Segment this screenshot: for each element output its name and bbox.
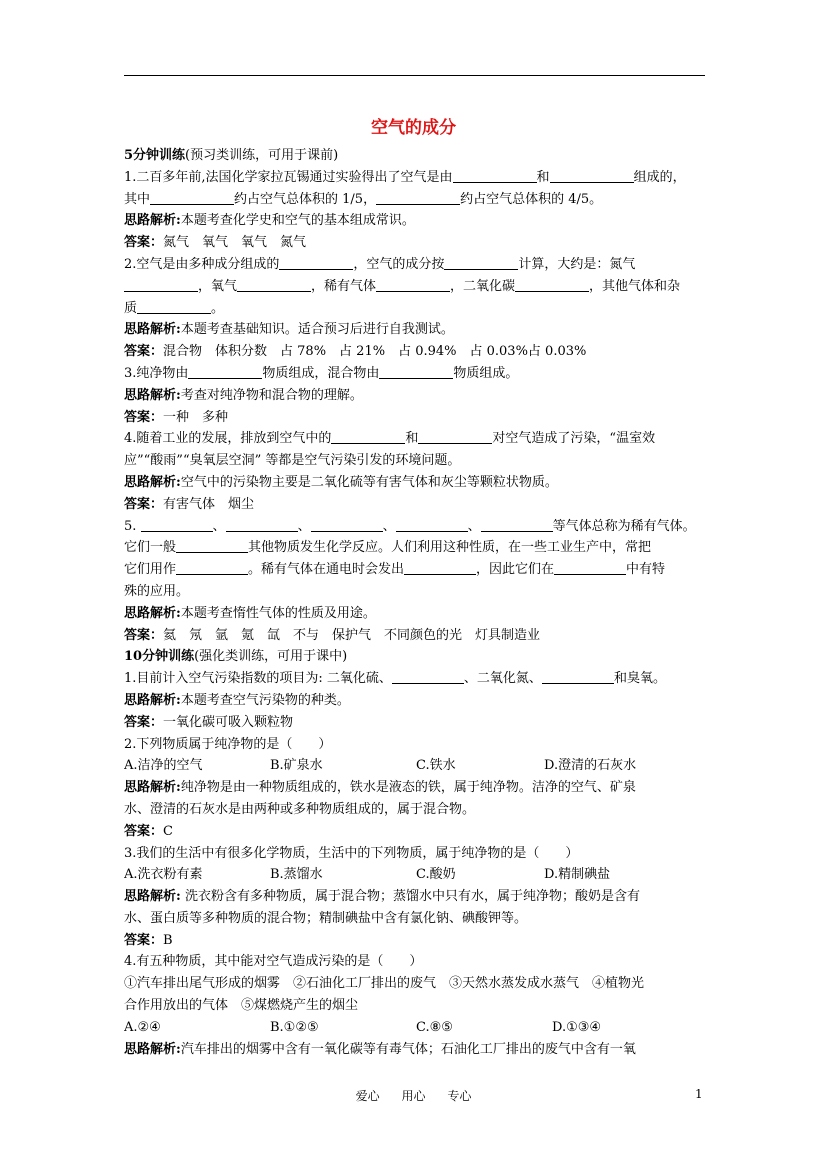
- line-text: 2.空气是由多种成分组成的: [124, 256, 280, 272]
- line-text: 空气中的污染物主要是二氧化硫等有害气体和灰尘等颗粒状物质。: [180, 474, 558, 490]
- line-text: 、: [467, 518, 481, 534]
- text-line: [124, 690, 710, 712]
- text-line: [124, 472, 710, 494]
- line-text: 、二氧化氮、: [463, 671, 542, 687]
- line-text: 、: [382, 518, 396, 534]
- line-text: D.①③④: [552, 1019, 602, 1035]
- answer-blank: [554, 560, 626, 575]
- text-line: [124, 581, 710, 603]
- text-line: [124, 646, 710, 668]
- text-line: [124, 494, 710, 516]
- line-text: 水、蛋白质等多种物质的混合物；精制碘盐中含有氯化钠、碘酸钾等。: [124, 910, 528, 926]
- text-line: [124, 821, 710, 843]
- line-text: 物质组成，混合物由: [262, 365, 380, 381]
- line-text: 考查对纯净物和混合物的理解。: [180, 387, 363, 403]
- answer-blank: [176, 560, 248, 575]
- line-text: 中有特: [626, 562, 666, 578]
- line-text: 、: [212, 518, 226, 534]
- line-text: B.矿泉水: [270, 758, 323, 774]
- line-text: 组成的，: [633, 169, 686, 185]
- label-text: 思路解析:: [124, 692, 181, 708]
- answer-blank: [453, 168, 537, 183]
- footer-item: 爱心: [355, 1089, 380, 1103]
- label-text: 答案：: [124, 627, 164, 643]
- line-text: C.⑧⑤: [416, 1019, 453, 1035]
- footer-item: 用心: [401, 1089, 426, 1103]
- line-text: 计算，大约是：氮气: [518, 256, 636, 272]
- answer-blank: [481, 517, 553, 532]
- text-line: [124, 625, 710, 647]
- line-text: D.澄清的石灰水: [544, 758, 637, 774]
- line-text: 洗衣粉含有多种物质，属于混合物；蒸馏水中只有水，属于纯净物；酸奶是含有: [180, 889, 640, 905]
- footer: [0, 1087, 827, 1104]
- page-title: 空气的成分: [371, 118, 456, 138]
- line-text: 质: [124, 300, 138, 316]
- line-text: 。: [211, 300, 225, 316]
- text-line: [124, 385, 710, 407]
- line-text: 4.有五种物质，其中能对空气造成污染的是（ ）: [124, 954, 423, 970]
- text-line: [124, 516, 710, 538]
- text-line: [124, 712, 710, 734]
- line-text: 氦 氖 氩 氪 氙 不与 保护气 不同颜色的光 灯具制造业: [163, 627, 541, 643]
- line-text: A.洗衣粉有素: [124, 867, 203, 883]
- line-text: 它们用作: [124, 562, 177, 578]
- line-text: ，因此它们在: [476, 562, 555, 578]
- answer-blank: [141, 517, 213, 532]
- text-line: [124, 734, 710, 756]
- answer-blank: [176, 538, 248, 553]
- line-text: ①汽车排出尾气形成的烟雾 ②石油化工厂排出的废气 ③天然水蒸发成水蒸气 ④植物光: [124, 976, 645, 992]
- line-text: 它们一般: [124, 540, 177, 556]
- text-line: [124, 864, 710, 886]
- line-text: 5.: [124, 518, 141, 534]
- text-line: [124, 559, 710, 581]
- text-line: [124, 1017, 710, 1039]
- text-line: [124, 341, 710, 363]
- line-text: ，空气的成分按: [353, 256, 445, 272]
- line-text: 一种 多种: [163, 409, 229, 425]
- line-text: C.铁水: [416, 758, 456, 774]
- text-line: [124, 668, 710, 690]
- line-text: (强化类训练，可用于课中): [194, 649, 348, 665]
- answer-blank: [124, 277, 198, 292]
- answer-blank: [396, 517, 468, 532]
- line-text: 3.我们的生活中有很多化学物质，生活中的下列物质，属于纯净物的是（ ）: [124, 845, 579, 861]
- line-text: ，氧气: [198, 278, 238, 294]
- text-line: [124, 755, 710, 777]
- text-line: [124, 886, 710, 908]
- label-text: 答案：: [124, 344, 164, 360]
- answer-blank: [237, 277, 311, 292]
- text-line: [124, 777, 710, 799]
- line-text: B.①②⑤: [270, 1019, 319, 1035]
- line-text: ，其他气体和杂: [589, 278, 681, 294]
- answer-blank: [418, 429, 492, 444]
- document-body: [124, 145, 710, 1060]
- answer-blank: [331, 429, 405, 444]
- text-line: [124, 1039, 710, 1061]
- text-line: [124, 276, 710, 298]
- text-line: [124, 603, 710, 625]
- line-text: 有害气体 烟尘: [163, 496, 255, 512]
- answer-blank: [392, 669, 464, 684]
- text-line: [124, 930, 710, 952]
- page-number: 1: [695, 1087, 703, 1101]
- line-text: C: [163, 823, 173, 839]
- line-text: 对空气造成了污染，“温室效: [492, 431, 656, 447]
- line-text: ，二氧化碳: [450, 278, 516, 294]
- line-text: 。稀有气体在通电时会发出: [248, 562, 405, 578]
- label-text: 答案：: [124, 496, 164, 512]
- text-line: [124, 951, 710, 973]
- answer-blank: [188, 364, 262, 379]
- line-text: 本题考查惰性气体的性质及用途。: [180, 605, 376, 621]
- answer-blank: [376, 190, 460, 205]
- text-line: [124, 799, 710, 821]
- label-text: 思路解析:: [124, 780, 181, 796]
- line-text: 一氧化碳可吸入颗粒物: [163, 714, 294, 730]
- label-text: 思路解析:: [124, 474, 181, 490]
- line-text: 和: [405, 431, 419, 447]
- label-text: 思路解析:: [124, 1041, 181, 1057]
- line-text: 其中: [124, 191, 151, 207]
- label-text: 思路解析:: [124, 387, 181, 403]
- line-text: 殊的应用。: [124, 583, 190, 599]
- line-text: 水、澄清的石灰水是由两种或多种物质组成的，属于混合物。: [124, 801, 476, 817]
- footer-item: 专心: [447, 1089, 472, 1103]
- line-text: 纯净物是由一种物质组成的，铁水是液态的铁，属于纯净物。洁净的空气、矿泉: [180, 780, 636, 796]
- line-text: 混合物 体积分数 占 78% 占 21% 占 0.94% 占 0.03%占 0.03%: [163, 344, 587, 360]
- answer-blank: [279, 255, 353, 270]
- line-text: 本题考查化学史和空气的基本组成常识。: [180, 213, 415, 229]
- line-text: A.②④: [124, 1019, 161, 1035]
- line-text: 应”“酸雨”“臭氧层空洞” 等都是空气污染引发的环境问题。: [124, 453, 461, 469]
- text-line: [124, 428, 710, 450]
- answer-blank: [379, 364, 453, 379]
- header-rule: [124, 75, 705, 76]
- label-text: 答案：: [124, 823, 164, 839]
- line-text: D.精制碘盐: [544, 867, 611, 883]
- line-text: 1.目前计入空气污染指数的项目为: 二氧化硫、: [124, 671, 392, 687]
- answer-blank: [444, 255, 518, 270]
- text-line: [124, 363, 710, 385]
- text-line: [124, 908, 710, 930]
- text-line: [124, 298, 710, 320]
- answer-blank: [137, 299, 211, 314]
- line-text: 合作用放出的气体 ⑤煤燃烧产生的烟尘: [124, 998, 359, 1014]
- text-line: [124, 167, 710, 189]
- answer-blank: [515, 277, 589, 292]
- text-line: [124, 995, 710, 1017]
- answer-blank: [550, 168, 634, 183]
- text-line: [124, 973, 710, 995]
- line-text: 2.下列物质属于纯净物的是（ ）: [124, 736, 332, 752]
- line-text: 氮气 氧气 氧气 氮气: [163, 235, 307, 251]
- line-text: (预习类训练，可用于课前): [185, 148, 339, 163]
- line-text: 3.纯净物由: [124, 365, 189, 381]
- text-line: [124, 254, 710, 276]
- line-text: 、: [297, 518, 311, 534]
- text-line: [124, 450, 710, 472]
- answer-blank: [311, 517, 383, 532]
- text-line: [124, 145, 710, 167]
- line-text: ，稀有气体: [311, 278, 377, 294]
- line-text: 和: [536, 169, 550, 185]
- text-line: [124, 843, 710, 865]
- answer-blank: [150, 190, 234, 205]
- line-text: A.洁净的空气: [124, 758, 203, 774]
- answer-blank: [542, 669, 614, 684]
- label-text: 思路解析:: [124, 605, 181, 621]
- line-text: 本题考查基础知识。适合预习后进行自我测试。: [180, 322, 454, 338]
- answer-blank: [376, 277, 450, 292]
- line-text: 和臭氧。: [613, 671, 666, 687]
- label-text: 答案：: [124, 932, 164, 948]
- line-text: B.蒸馏水: [270, 867, 323, 883]
- line-text: 其他物质发生化学反应。人们利用这种性质，在一些工业生产中，常把: [248, 540, 652, 556]
- text-line: [124, 189, 710, 211]
- text-line: [124, 232, 710, 254]
- answer-blank: [226, 517, 298, 532]
- label-text: 10分钟训练: [124, 649, 195, 665]
- line-text: 等气体总称为稀有气体。: [552, 518, 696, 534]
- answer-blank: [404, 560, 476, 575]
- label-text: 思路解析:: [124, 889, 181, 905]
- line-text: 约占空气总体积的 4/5。: [460, 191, 603, 207]
- label-text: 5分钟训练: [124, 148, 186, 163]
- label-text: 答案：: [124, 714, 164, 730]
- label-text: 思路解析:: [124, 213, 181, 229]
- text-line: [124, 537, 710, 559]
- text-line: [124, 407, 710, 429]
- line-text: 约占空气总体积的 1/5，: [234, 191, 377, 207]
- label-text: 思路解析:: [124, 322, 181, 338]
- line-text: 1.二百多年前,法国化学家拉瓦锡通过实验得出了空气是由: [124, 169, 453, 185]
- label-text: 答案：: [124, 409, 164, 425]
- text-line: [124, 319, 710, 341]
- line-text: 物质组成。: [453, 365, 519, 381]
- line-text: 汽车排出的烟雾中含有一氧化碳等有毒气体；石油化工厂排出的废气中含有一氧: [180, 1041, 636, 1057]
- text-line: [124, 210, 710, 232]
- label-text: 答案：: [124, 235, 164, 251]
- line-text: 本题考查空气污染物的种类。: [180, 692, 350, 708]
- line-text: C.酸奶: [416, 867, 456, 883]
- line-text: B: [163, 932, 173, 948]
- line-text: 4.随着工业的发展，排放到空气中的: [124, 431, 332, 447]
